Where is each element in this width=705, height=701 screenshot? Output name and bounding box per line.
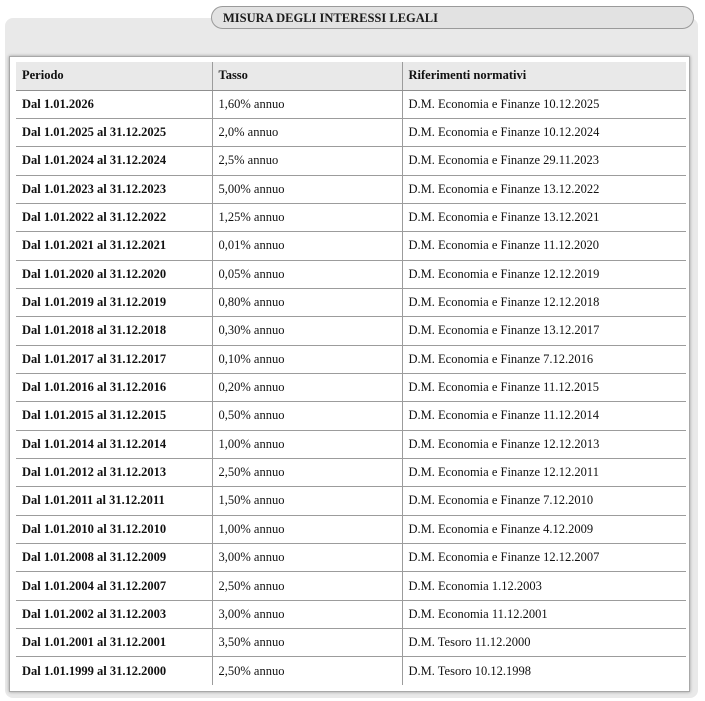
reference-cell: D.M. Economia e Finanze 12.12.2018 (402, 288, 686, 316)
reference-cell: D.M. Economia e Finanze 11.12.2014 (402, 402, 686, 430)
period-cell: Dal 1.01.2017 al 31.12.2017 (16, 345, 212, 373)
column-header-reference: Riferimenti normativi (402, 62, 686, 90)
reference-cell: D.M. Economia e Finanze 12.12.2013 (402, 430, 686, 458)
table-row (16, 544, 686, 572)
period-cell: Dal 1.01.2020 al 31.12.2020 (16, 260, 212, 288)
header-row (16, 62, 686, 90)
rate-cell: 1,25% annuo (212, 203, 402, 231)
table-row (16, 118, 686, 146)
table-row (16, 203, 686, 231)
period-cell: Dal 1.01.2019 al 31.12.2019 (16, 288, 212, 316)
rates-card (9, 56, 690, 692)
table-body (16, 90, 686, 685)
table-row (16, 515, 686, 543)
section-title: MISURA DEGLI INTERESSI LEGALI (211, 6, 694, 29)
rate-cell: 1,00% annuo (212, 430, 402, 458)
reference-cell: D.M. Economia e Finanze 13.12.2021 (402, 203, 686, 231)
rate-cell: 0,50% annuo (212, 402, 402, 430)
period-cell: Dal 1.01.2025 al 31.12.2025 (16, 118, 212, 146)
period-cell: Dal 1.01.2014 al 31.12.2014 (16, 430, 212, 458)
reference-cell: D.M. Economia e Finanze 12.12.2007 (402, 544, 686, 572)
period-cell: Dal 1.01.2002 al 31.12.2003 (16, 600, 212, 628)
period-cell: Dal 1.01.2011 al 31.12.2011 (16, 487, 212, 515)
rate-cell: 0,20% annuo (212, 373, 402, 401)
table-row (16, 430, 686, 458)
table-row (16, 90, 686, 118)
rate-cell: 0,80% annuo (212, 288, 402, 316)
reference-cell: D.M. Economia e Finanze 10.12.2025 (402, 90, 686, 118)
table-row (16, 458, 686, 486)
table-row (16, 260, 686, 288)
reference-cell: D.M. Economia e Finanze 12.12.2019 (402, 260, 686, 288)
rate-cell: 2,50% annuo (212, 458, 402, 486)
reference-cell: D.M. Economia e Finanze 12.12.2011 (402, 458, 686, 486)
table-row (16, 487, 686, 515)
reference-cell: D.M. Tesoro 10.12.1998 (402, 657, 686, 685)
table-header (16, 62, 686, 90)
reference-cell: D.M. Economia 11.12.2001 (402, 600, 686, 628)
legal-interest-table (16, 62, 686, 685)
rate-cell: 2,5% annuo (212, 147, 402, 175)
period-cell: Dal 1.01.2026 (16, 90, 212, 118)
table-row (16, 345, 686, 373)
rate-cell: 0,10% annuo (212, 345, 402, 373)
period-cell: Dal 1.01.2012 al 31.12.2013 (16, 458, 212, 486)
rate-cell: 1,50% annuo (212, 487, 402, 515)
period-cell: Dal 1.01.2023 al 31.12.2023 (16, 175, 212, 203)
rate-cell: 2,0% annuo (212, 118, 402, 146)
period-cell: Dal 1.01.2016 al 31.12.2016 (16, 373, 212, 401)
rate-cell: 3,00% annuo (212, 544, 402, 572)
column-header-period: Periodo (16, 62, 212, 90)
rate-cell: 1,00% annuo (212, 515, 402, 543)
reference-cell: D.M. Economia e Finanze 11.12.2015 (402, 373, 686, 401)
table-row (16, 175, 686, 203)
rate-cell: 2,50% annuo (212, 657, 402, 685)
rate-cell: 5,00% annuo (212, 175, 402, 203)
period-cell: Dal 1.01.2024 al 31.12.2024 (16, 147, 212, 175)
rate-cell: 1,60% annuo (212, 90, 402, 118)
rate-cell: 0,30% annuo (212, 317, 402, 345)
reference-cell: D.M. Economia e Finanze 13.12.2022 (402, 175, 686, 203)
reference-cell: D.M. Economia 1.12.2003 (402, 572, 686, 600)
reference-cell: D.M. Tesoro 11.12.2000 (402, 629, 686, 657)
rate-cell: 3,50% annuo (212, 629, 402, 657)
table-row (16, 373, 686, 401)
period-cell: Dal 1.01.2004 al 31.12.2007 (16, 572, 212, 600)
period-cell: Dal 1.01.2018 al 31.12.2018 (16, 317, 212, 345)
period-cell: Dal 1.01.2008 al 31.12.2009 (16, 544, 212, 572)
reference-cell: D.M. Economia e Finanze 11.12.2020 (402, 232, 686, 260)
period-cell: Dal 1.01.1999 al 31.12.2000 (22, 663, 167, 678)
table-row (16, 232, 686, 260)
rate-cell: 2,50% annuo (212, 572, 402, 600)
table-row (16, 317, 686, 345)
table-row (16, 657, 686, 685)
column-header-rate: Tasso (212, 62, 402, 90)
reference-cell: D.M. Economia e Finanze 29.11.2023 (402, 147, 686, 175)
table-row (16, 288, 686, 316)
period-cell: Dal 1.01.2001 al 31.12.2001 (16, 629, 212, 657)
rate-cell: 3,00% annuo (212, 600, 402, 628)
rate-cell: 0,01% annuo (212, 232, 402, 260)
table-row (16, 600, 686, 628)
reference-cell: D.M. Economia e Finanze 4.12.2009 (402, 515, 686, 543)
reference-cell: D.M. Economia e Finanze 13.12.2017 (402, 317, 686, 345)
table-row (16, 629, 686, 657)
reference-cell: D.M. Economia e Finanze 7.12.2016 (402, 345, 686, 373)
period-cell: Dal 1.01.2021 al 31.12.2021 (16, 232, 212, 260)
table-row (16, 402, 686, 430)
period-cell: Dal 1.01.2010 al 31.12.2010 (16, 515, 212, 543)
reference-cell: D.M. Economia e Finanze 10.12.2024 (402, 118, 686, 146)
rate-cell: 0,05% annuo (212, 260, 402, 288)
table-row (16, 572, 686, 600)
period-cell: Dal 1.01.2015 al 31.12.2015 (16, 402, 212, 430)
reference-cell: D.M. Economia e Finanze 7.12.2010 (402, 487, 686, 515)
period-cell: Dal 1.01.2022 al 31.12.2022 (16, 203, 212, 231)
table-row (16, 147, 686, 175)
